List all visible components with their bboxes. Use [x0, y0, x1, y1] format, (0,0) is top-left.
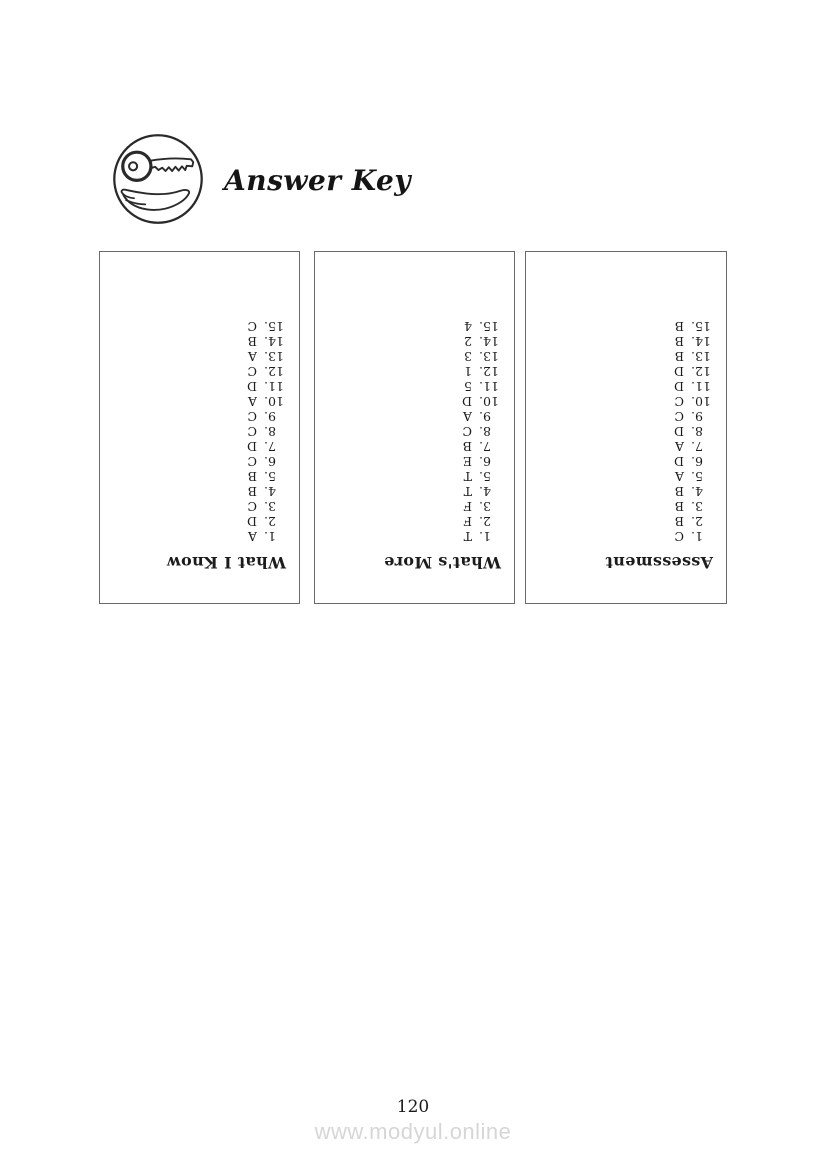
panel-title: What's More [383, 553, 501, 572]
rotated-content [100, 252, 299, 603]
answer-row [538, 394, 713, 409]
answer-row [327, 499, 501, 514]
answer-panel-assessment [525, 251, 727, 604]
answer-letter: A [247, 529, 257, 544]
answer-row [327, 529, 501, 544]
answer-row [538, 439, 713, 454]
answer-letter: C [247, 454, 257, 469]
answer-letter: D [246, 439, 257, 454]
page-title: Answer Key [224, 164, 412, 197]
answer-letter: B [674, 499, 684, 514]
answer-number: 1. [691, 529, 703, 544]
answer-row [538, 484, 713, 499]
answer-letter: A [247, 394, 257, 409]
answer-number: 5. [479, 469, 491, 484]
answer-row [327, 394, 501, 409]
answer-number: 5. [264, 469, 276, 484]
answer-letter: D [246, 514, 257, 529]
answer-row [112, 394, 286, 409]
answer-row [112, 514, 286, 529]
answer-letter: C [247, 409, 257, 424]
panel-title: Assessment [605, 553, 713, 572]
answer-number: 2. [264, 514, 276, 529]
rotated-content [526, 252, 726, 603]
answer-number: 11. [691, 379, 711, 394]
answer-letter: C [462, 424, 472, 439]
answer-row [538, 364, 713, 379]
answer-number: 14. [479, 334, 499, 349]
answer-row [327, 349, 501, 364]
answer-number: 9. [479, 409, 491, 424]
answer-panel-what-i-know [99, 251, 300, 604]
answer-letter: D [461, 394, 472, 409]
answer-number: 1. [264, 529, 276, 544]
answer-number: 10. [264, 394, 284, 409]
answer-number: 6. [479, 454, 491, 469]
answer-number: 9. [691, 409, 703, 424]
answer-number: 14. [264, 334, 284, 349]
answer-list [538, 319, 713, 544]
answer-letter: C [674, 409, 684, 424]
answer-row [112, 364, 286, 379]
answer-number: 3. [479, 499, 491, 514]
answer-row [112, 379, 286, 394]
answer-number: 7. [691, 439, 703, 454]
answer-number: 4. [691, 484, 703, 499]
answer-number: 2. [479, 514, 491, 529]
answer-number: 9. [264, 409, 276, 424]
answer-number: 13. [691, 349, 711, 364]
rotated-content [315, 252, 514, 603]
answer-letter: B [674, 349, 684, 364]
answer-number: 15. [264, 319, 284, 334]
answer-number: 6. [264, 454, 276, 469]
answer-row [327, 484, 501, 499]
answer-number: 15. [479, 319, 499, 334]
answer-row [112, 424, 286, 439]
answer-number: 11. [264, 379, 284, 394]
panel-title: What I Know [166, 553, 286, 572]
answer-number: 10. [691, 394, 711, 409]
answer-letter: D [673, 364, 684, 379]
answer-number: 13. [264, 349, 284, 364]
answer-row [538, 319, 713, 334]
answer-number: 11. [479, 379, 499, 394]
answer-row [327, 379, 501, 394]
page-number: 120 [396, 1097, 430, 1117]
answer-letter: T [463, 469, 472, 484]
answer-row [112, 469, 286, 484]
answer-letter: 1 [464, 364, 472, 379]
answer-row [327, 319, 501, 334]
answer-row [538, 514, 713, 529]
answer-row [327, 454, 501, 469]
answer-number: 7. [479, 439, 491, 454]
answer-row [112, 499, 286, 514]
answer-row [112, 454, 286, 469]
answer-number: 4. [264, 484, 276, 499]
answer-letter: A [674, 439, 684, 454]
answer-number: 8. [479, 424, 491, 439]
answer-row [112, 349, 286, 364]
answer-letter: B [247, 334, 257, 349]
answer-row [327, 469, 501, 484]
answer-row [538, 454, 713, 469]
answer-row [327, 514, 501, 529]
answer-row [538, 469, 713, 484]
answer-number: 8. [264, 424, 276, 439]
answer-letter: E [462, 454, 472, 469]
answer-row [327, 439, 501, 454]
answer-row [112, 334, 286, 349]
answer-letter: D [673, 424, 684, 439]
answer-letter: B [247, 469, 257, 484]
answer-letter: A [462, 409, 472, 424]
answer-letter: 3 [464, 349, 472, 364]
watermark: www.modyul.online [314, 1119, 512, 1144]
answer-letter: F [463, 514, 472, 529]
answer-number: 10. [479, 394, 499, 409]
answer-letter: A [247, 349, 257, 364]
answer-number: 3. [691, 499, 703, 514]
answer-number: 7. [264, 439, 276, 454]
answer-number: 12. [479, 364, 499, 379]
answer-letter: B [462, 439, 472, 454]
answer-number: 3. [264, 499, 276, 514]
answer-letter: C [674, 394, 684, 409]
answer-letter: D [673, 454, 684, 469]
answer-letter: 2 [464, 334, 472, 349]
answer-row [538, 409, 713, 424]
answer-letter: T [463, 484, 472, 499]
answer-list [327, 319, 501, 544]
answer-number: 12. [691, 364, 711, 379]
answer-letter: B [674, 514, 684, 529]
answer-letter: T [463, 529, 472, 544]
answer-number: 4. [479, 484, 491, 499]
answer-row [327, 364, 501, 379]
answer-row [538, 424, 713, 439]
answer-letter: D [673, 379, 684, 394]
answer-row [112, 409, 286, 424]
answer-row [327, 424, 501, 439]
answer-letter: 5 [464, 379, 472, 394]
answer-row [538, 349, 713, 364]
answer-number: 8. [691, 424, 703, 439]
answer-letter: C [247, 319, 257, 334]
answer-number: 2. [691, 514, 703, 529]
answer-letter: C [247, 424, 257, 439]
answer-number: 14. [691, 334, 711, 349]
answer-letter: D [246, 379, 257, 394]
answer-row [112, 484, 286, 499]
answer-row [538, 529, 713, 544]
answer-letter: B [674, 319, 684, 334]
answer-letter: C [674, 529, 684, 544]
answer-panel-whats-more [314, 251, 515, 604]
answer-letter: C [247, 364, 257, 379]
answer-number: 5. [691, 469, 703, 484]
answer-number: 6. [691, 454, 703, 469]
answer-letter: B [247, 484, 257, 499]
answer-list [112, 319, 286, 544]
answer-letter: B [674, 484, 684, 499]
answer-number: 15. [691, 319, 711, 334]
answer-number: 13. [479, 349, 499, 364]
answer-row [327, 409, 501, 424]
answer-row [538, 379, 713, 394]
answer-letter: 4 [464, 319, 472, 334]
answer-letter: A [674, 469, 684, 484]
answer-row [112, 439, 286, 454]
answer-letter: B [674, 334, 684, 349]
answer-number: 1. [479, 529, 491, 544]
answer-row [112, 529, 286, 544]
answer-row [327, 334, 501, 349]
answer-letter: F [463, 499, 472, 514]
answer-letter: C [247, 499, 257, 514]
answer-number: 12. [264, 364, 284, 379]
key-in-hand-icon [111, 132, 205, 226]
answer-row [538, 499, 713, 514]
answer-row [538, 334, 713, 349]
answer-row [112, 319, 286, 334]
